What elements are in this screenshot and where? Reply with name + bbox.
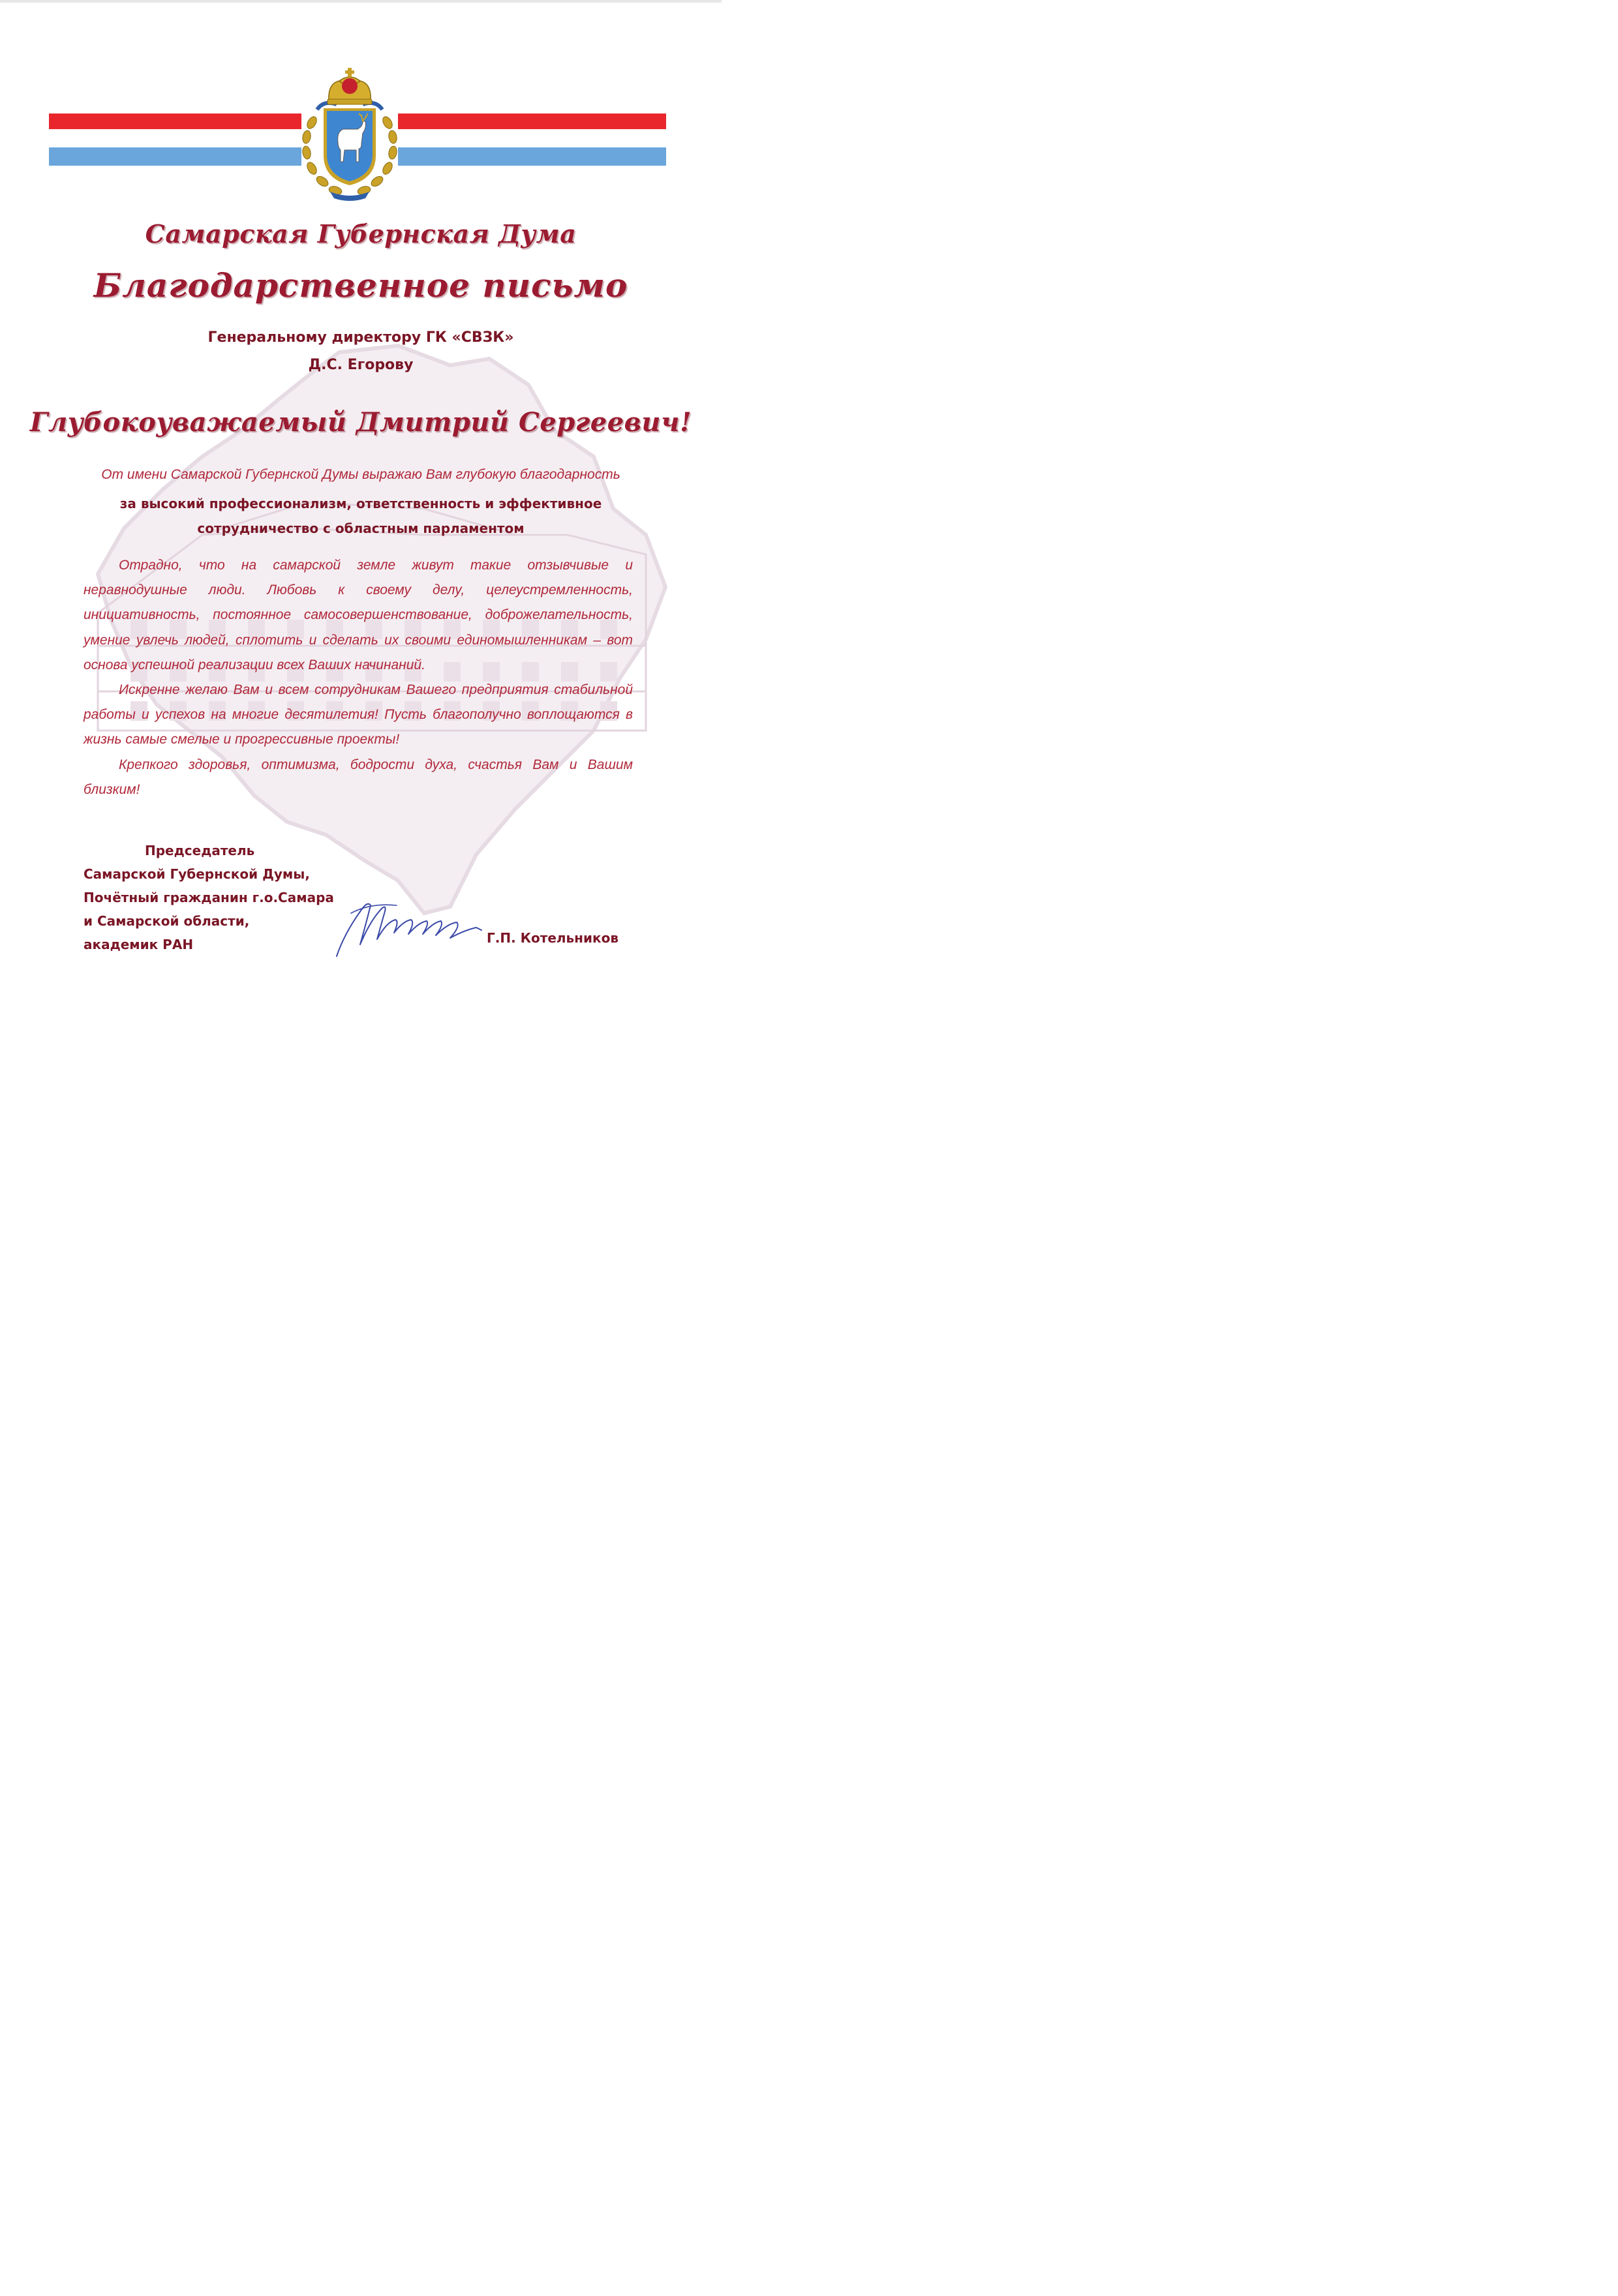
signatory-title-line: и Самарской области, (84, 913, 250, 929)
signatory-title-block (84, 839, 334, 956)
letter-page (0, 0, 722, 1023)
reason-line-2: сотрудничество с областным парламентом (197, 521, 525, 536)
salutation: Глубокоуважаемый Дмитрий Сергеевич! (29, 407, 692, 438)
scan-edge (0, 0, 722, 3)
intro-line: От имени Самарской Губернской Думы выражаю Вам глубокую благодарность (101, 467, 620, 482)
letter-body (84, 553, 633, 802)
recipient-position: Генеральному директору ГК «СВЗК» (207, 329, 514, 346)
signatory-title-line: академик РАН (84, 937, 194, 952)
reason-line-1: за высокий профессионализм, ответственность и эффективное (119, 496, 602, 511)
signatory-title-line: Самарской Губернской Думы, (84, 866, 310, 882)
coat-of-arms-icon (298, 64, 402, 202)
organization-title: Самарская Губернская Дума (145, 219, 577, 249)
signatory-title-line: Почётный гражданин г.о.Самара (84, 890, 334, 905)
body-paragraph: Отрадно, что на самарской земле живут такие отзывчивые и неравнодушные люди. Любовь к своему делу, целеустремленность, инициативность, постоянное самосовершенствование, доброжелательность, умение увлечь людей, сплотить и сделать их своими единомышленникам – вот основа успешной реализации всех Ваших начинаний. (84, 558, 633, 672)
body-paragraph: Крепкого здоровья, оптимизма, бодрости духа, счастья Вам и Вашим близким! (84, 757, 633, 797)
document-title: Благодарственное письмо (93, 266, 628, 305)
signatory-title-line: Председатель (145, 843, 255, 858)
body-paragraph: Искренне желаю Вам и всем сотрудникам Вашего предприятия стабильной работы и успехов на многие десятилетия! Пусть благополучно воплощаются в жизнь самые смелые и прогрессивные проекты! (84, 682, 633, 748)
handwritten-signature (331, 894, 488, 965)
signer-name: Г.П. Котельников (487, 930, 618, 946)
recipient-name: Д.С. Егорову (308, 357, 414, 373)
